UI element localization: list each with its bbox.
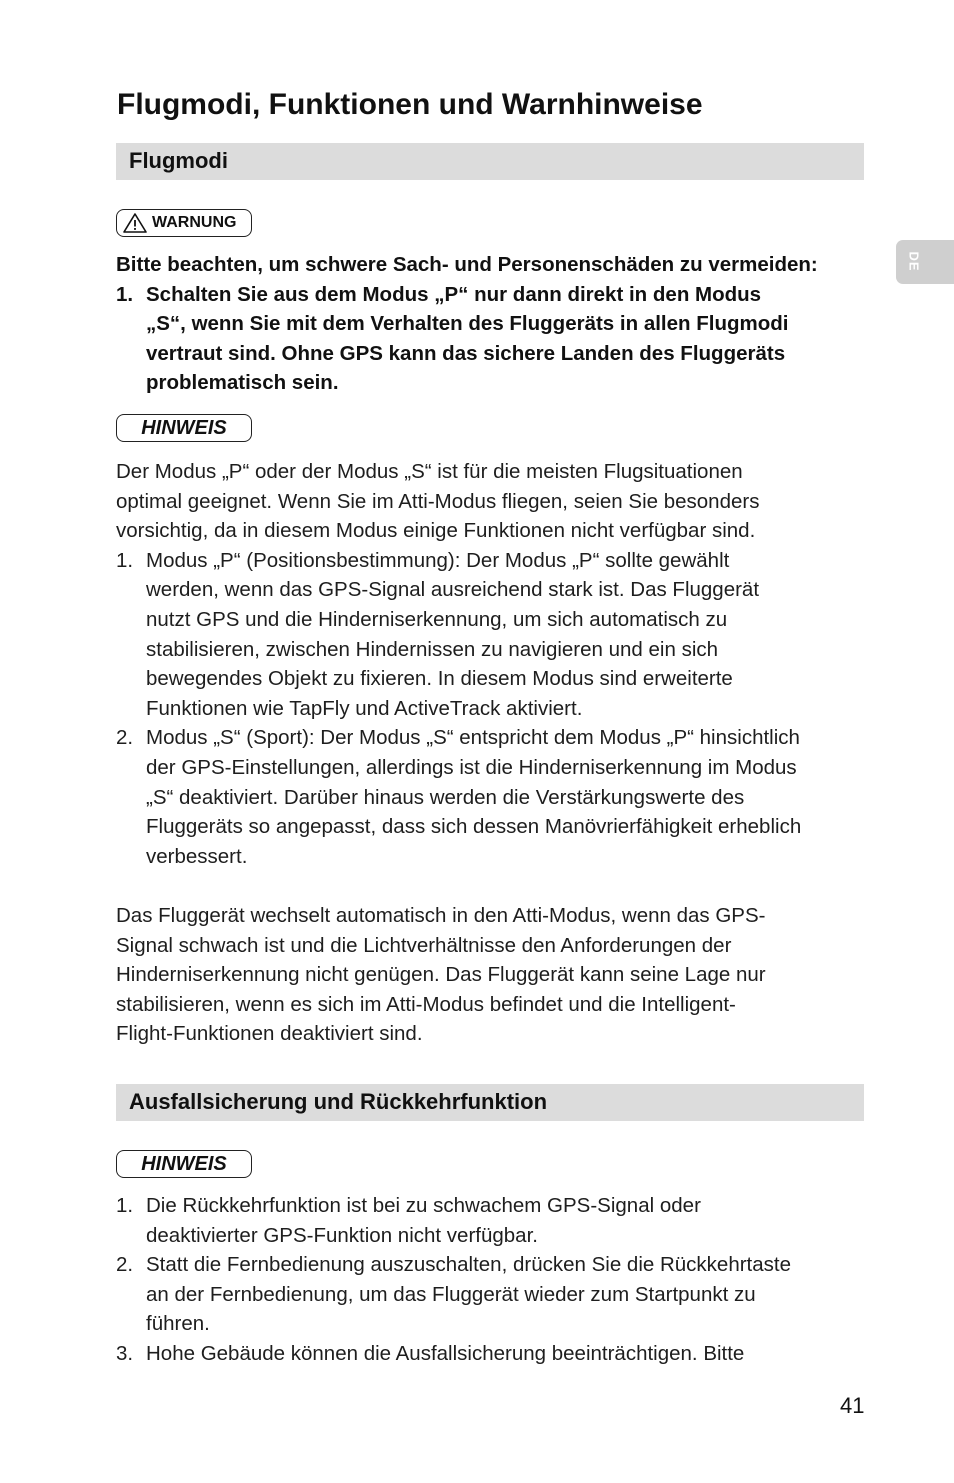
list-number: 3. (116, 1341, 134, 1365)
text-line: problematisch sein. (146, 371, 339, 395)
text-line: vertraut sind. Ohne GPS kann das sichere Landen des Fluggeräts (146, 341, 786, 365)
text-line: nutzt GPS und die Hinderniserkennung, um sich automatisch zu (146, 607, 728, 631)
text-line: Statt die Fernbedienung auszuschalten, drücken Sie die Rückkehrtaste (146, 1253, 791, 1277)
page-title: Flugmodi, Funktionen und Warnhinweise (117, 88, 703, 121)
language-side-tab (896, 240, 954, 284)
note-badge (116, 1150, 252, 1178)
text-line: stabilisieren, wenn es sich im Atti-Modus befindet und die Intelligent- (116, 992, 736, 1016)
text-line: Signal schwach ist und die Lichtverhältnisse den Anforderungen der (116, 933, 732, 957)
list-item (116, 1191, 876, 1250)
note-block-flight-modes (116, 457, 876, 871)
warning-triangle-icon (123, 213, 147, 233)
text-line: an der Fernbedienung, um das Fluggerät wieder zum Startpunkt zu (146, 1282, 756, 1306)
warning-badge (116, 209, 252, 237)
text-line: der GPS-Einstellungen, allerdings ist die Hinderniserkennung im Modus (146, 755, 797, 779)
language-tab-label: DE (906, 251, 922, 272)
list-number: 2. (116, 726, 134, 750)
text-line: verbessert. (146, 844, 248, 868)
text-line: Hohe Gebäude können die Ausfallsicherung beeinträchtigen. Bitte (146, 1341, 745, 1365)
text-line: optimal geeignet. Wenn Sie im Atti-Modus fliegen, seien Sie besonders (116, 489, 760, 513)
note-block-failsafe (116, 1191, 876, 1369)
section-heading-bar-failsafe (116, 1084, 864, 1121)
warning-lead: Bitte beachten, um schwere Sach- und Personenschäden zu vermeiden: (116, 253, 818, 276)
text-line: „S“ deaktiviert. Darüber hinaus werden die Verstärkungswerte des (146, 785, 745, 809)
text-line: Modus „P“ (Positionsbestimmung): Der Modus „P“ sollte gewählt (146, 548, 730, 572)
section-heading: Flugmodi (129, 148, 228, 173)
text-line: Die Rückkehrfunktion ist bei zu schwachem GPS-Signal oder (146, 1194, 701, 1217)
list-item (116, 723, 876, 871)
atti-mode-paragraph (116, 901, 876, 1049)
text-line: bewegendes Objekt zu fixieren. In diesem Modus sind erweiterte (146, 667, 733, 691)
text-line: Der Modus „P“ oder der Modus „S“ ist für die meisten Flugsituationen (116, 460, 743, 483)
note-badge (116, 414, 252, 442)
text-line: Das Fluggerät wechselt automatisch in den Atti-Modus, wenn das GPS- (116, 904, 766, 927)
section-heading: Ausfallsicherung und Rückkehrfunktion (129, 1089, 548, 1114)
list-item (116, 1250, 876, 1339)
text-line: führen. (146, 1312, 210, 1336)
text-line: Modus „S“ (Sport): Der Modus „S“ entspricht dem Modus „P“ hinsichtlich (146, 726, 800, 750)
text-line: „S“, wenn Sie mit dem Verhalten des Fluggeräts in allen Flugmodi (146, 312, 789, 336)
list-number: 1. (116, 548, 134, 572)
text-line: Fluggeräts so angepasst, dass sich dessen Manövrierfähigkeit erheblich (146, 815, 802, 839)
note-label: HINWEIS (141, 1152, 227, 1175)
list-number: 1. (116, 282, 134, 306)
list-item (116, 546, 876, 724)
text-line: Funktionen wie TapFly und ActiveTrack aktiviert. (146, 696, 583, 720)
text-line: stabilisieren, zwischen Hindernissen zu navigieren und ein sich (146, 637, 719, 661)
list-number: 2. (116, 1253, 134, 1277)
text-line: Flight-Funktionen deaktiviert sind. (116, 1022, 423, 1046)
list-number: 1. (116, 1194, 134, 1217)
list-item (116, 1339, 876, 1369)
warning-label: WARNUNG (152, 214, 237, 231)
text-line: vorsichtig, da in diesem Modus einige Funktionen nicht verfügbar sind. (116, 519, 756, 543)
page-number: 41 (840, 1393, 865, 1418)
note-label: HINWEIS (141, 416, 227, 439)
section-heading-bar-flugmodi (116, 143, 864, 180)
text-line: deaktivierter GPS-Funktion nicht verfügbar. (146, 1223, 538, 1247)
warning-item (116, 280, 876, 398)
text-line: Hinderniserkennung nicht genügen. Das Fluggerät kann seine Lage nur (116, 963, 766, 987)
warning-block (116, 250, 876, 398)
text-line: Schalten Sie aus dem Modus „P“ nur dann direkt in den Modus (146, 282, 762, 306)
text-line: werden, wenn das GPS-Signal ausreichend stark ist. Das Fluggerät (146, 578, 760, 602)
